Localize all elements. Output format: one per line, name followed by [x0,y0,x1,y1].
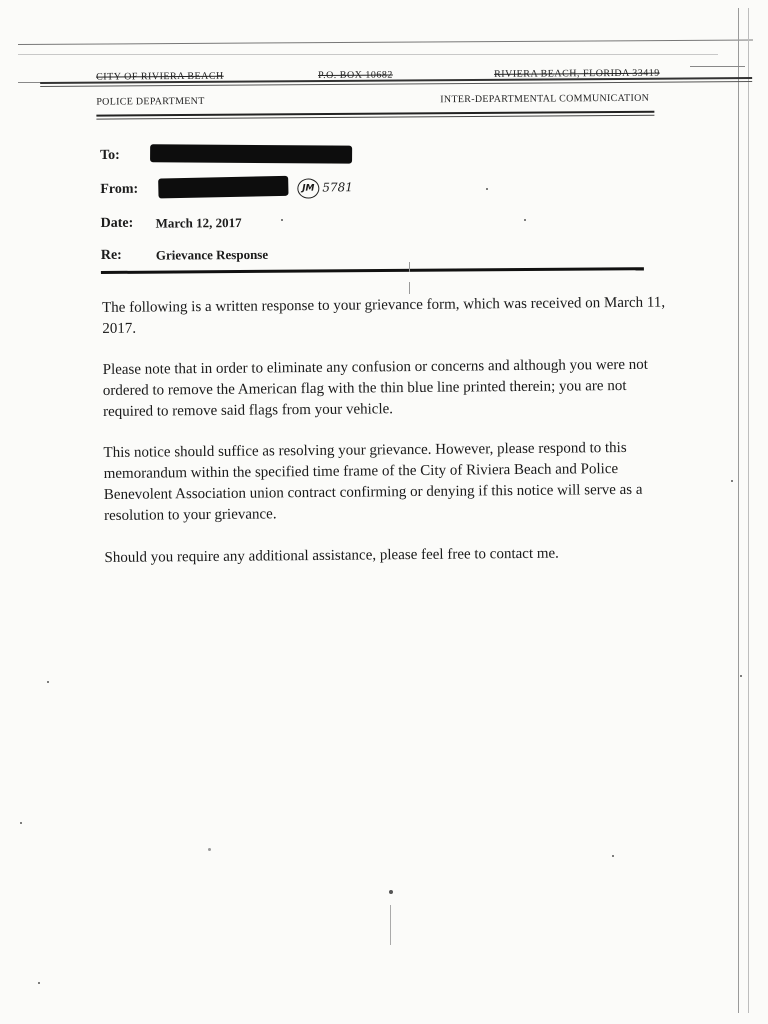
scan-right-edge-secondary [748,8,749,1013]
redaction-bar [150,144,352,163]
redaction-bar [158,176,288,199]
scan-speck [731,480,733,482]
scan-speck [390,905,391,945]
letterhead-department: POLICE DEPARTMENT [96,95,205,108]
to-label: To: [100,147,120,163]
re-label: Re: [100,247,122,263]
scan-speck [208,848,211,851]
from-field [100,174,660,202]
handwritten-badge-number: 5781 [322,180,353,195]
scan-speck [486,188,488,190]
header-divider [101,267,644,274]
body-paragraph: Please note that in order to eliminate any confusion or concerns and although you were not ordered to remove the American flag with the thin blue line printed therein; you are not required to remove said flags from your vehicle. [102,356,649,420]
from-label: From: [100,181,139,197]
date-label: Date: [100,215,134,231]
scan-speck [612,855,614,857]
to-field [100,140,660,168]
scan-speck [740,675,742,677]
re-field [101,240,661,268]
scan-dash-line [18,54,718,55]
scan-dash-line [690,66,745,67]
date-value: March 12, 2017 [155,215,242,231]
body-paragraph: This notice should suffice as resolving your grievance. However, please respond to this memorandum within the specified time frame of the City of Riviera Beach and Police Benevolent Association union contract confirming or denying if this notice will serve as a resolution to your grievance. [103,439,643,524]
scan-speck [38,982,40,984]
scan-edge-line [18,40,753,45]
scan-speck [281,219,283,221]
scan-speck [47,681,49,683]
letterhead-city: CITY OF RIVIERA BEACH [96,70,224,83]
letterhead [40,55,752,108]
letterhead-communication-type: INTER-DEPARTMENTAL COMMUNICATION [440,92,650,106]
scan-speck [524,219,526,221]
memo-header [100,136,660,263]
letterhead-location: RIVIERA BEACH, FLORIDA 33419 [494,67,660,80]
letterhead-pobox: P.O. BOX 10682 [318,69,393,82]
scan-right-edge [738,8,739,1013]
scan-speck [409,282,410,294]
date-field [101,208,661,236]
body-paragraph: The following is a written response to your grievance form, which was received on March 11, 2017. [102,294,666,337]
body-paragraph: Should you require any additional assistance, please feel free to contact me. [104,545,559,566]
memo-body [102,293,672,566]
re-value: Grievance Response [155,246,269,263]
scan-speck [409,262,410,272]
handwritten-initials: JM [297,178,319,198]
scan-speck [389,890,393,894]
scan-speck [20,822,22,824]
